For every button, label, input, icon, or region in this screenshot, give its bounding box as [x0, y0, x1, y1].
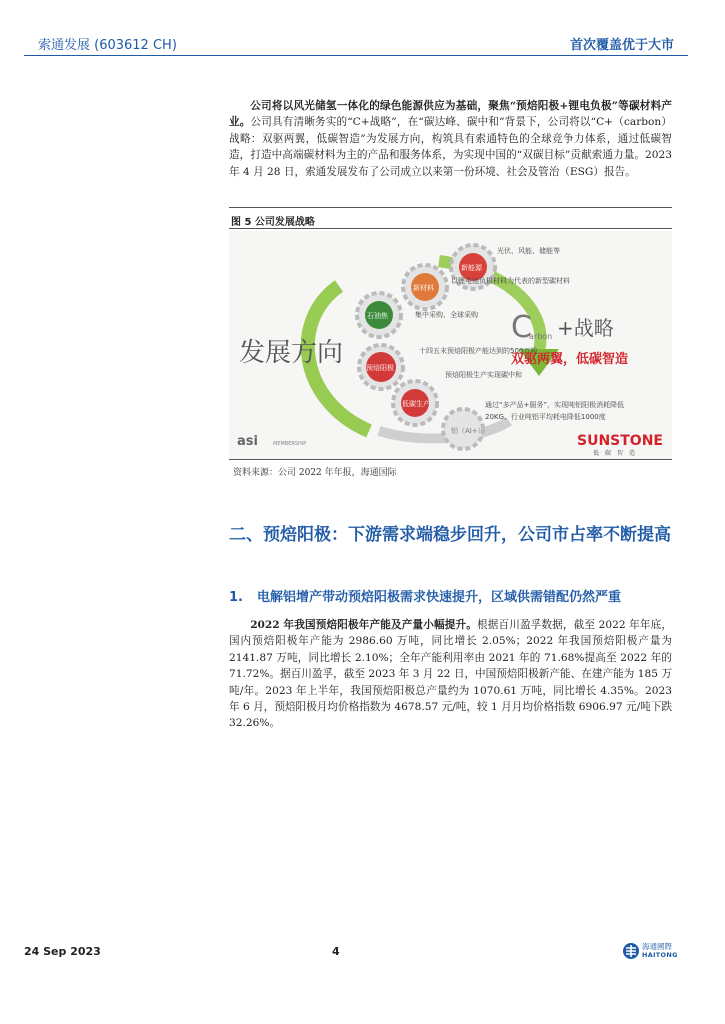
intro-paragraph [229, 98, 672, 180]
brand-sub: 低 碳 智 造 [593, 450, 636, 457]
gear-label: 石油焦 [367, 312, 388, 320]
carbon-c: C [511, 310, 532, 345]
haitong-logo [622, 940, 678, 962]
carbon-sub: arbon [529, 332, 553, 341]
gear-aluminum [443, 409, 485, 449]
gear-desc-aluminum-2: 20KG、行业吨铝平均耗电降低1000度 [485, 413, 606, 421]
figure-image [229, 231, 672, 459]
haitong-logo-icon [622, 942, 640, 960]
intro-lead: 公司将以风光储氢一体化的绿色能源供应为基础，聚焦“预焙阳极+锂电负极”等碳材料产业。 [229, 100, 672, 129]
brand-logo: SUNSTONE [577, 433, 663, 449]
logo-cn-text: 海通國際 [642, 942, 672, 951]
figure-source: 资料来源：公司 2022 年年报，海通国际 [229, 459, 672, 479]
slogan: 双驱两翼，低碳智造 [511, 352, 629, 367]
section-title: 二、预焙阳极：下游需求端稳步回升，公司市占率不断提高 [229, 525, 671, 545]
asi-member: MEMBERSHIP [273, 441, 307, 447]
gear-desc: 光伏、风能、储能等 [497, 247, 560, 255]
figure-strategy [229, 207, 672, 477]
gear-desc: 以锂电池负极材料为代表的新型碳材料 [451, 277, 570, 285]
capacity-body: 根据百川盈孚数据，截至 2022 年年底，国内预焙阳极年产能为 2986.60 万吨，同比增长 2.05%；2022 年我国预焙阳极产量为 2141.87 万吨，同比增长 2.10%；全年产能利用率由 2021 年的 71.68%提高至 2022 年的 71.72%。据百川盈孚，截至 2023 年 3 月 22 日，中国预焙阳极新产能、在建产能为 185 万吨/年。2023 年上半年，我国预焙阳极总产量约为 1070.61 万吨，同比增长 4.35%。2023 年 6 月，预焙阳极月均价格指数为 4678.57 元/吨，较 1 月月均价格指数 6906.97 元/吨下跌 32.26%。 [229, 619, 672, 730]
subsection-title [229, 586, 674, 605]
intro-body: 公司具有清晰务实的“C+战略”，在“碳达峰、碳中和”背景下，公司将以“C+（carbon）战略：双驱两翼，低碳智造”为发展方向，构筑具有索通特色的全球竞争力体系，通过低碳智造，打造中高端碳材料为主的产品和服务体系，为实现中国的“双碳目标”贡献索通力量。2023 年 4 月 28 日，索通发展发布了公司成立以来第一份环境、社会及管治（ESG）报告。 [229, 116, 672, 178]
logo-en-text: HAITONG [642, 951, 678, 959]
asi-logo: asi [237, 434, 258, 449]
gear-label: 铝（AI+） [451, 427, 485, 435]
subsection-number: 1. [229, 590, 243, 605]
gear-label: 新能源 [461, 264, 482, 272]
header-company: 索通发展 (603612 CH) [38, 38, 177, 53]
capacity-lead: 2022 年我国预焙阳极年产能及产量小幅提升。 [250, 619, 477, 631]
gear-desc: 集中采购、全球采购 [415, 311, 478, 319]
header-rating: 首次覆盖优于大市 [569, 38, 674, 53]
gear-label: 新材料 [413, 284, 434, 292]
gear-desc: 预焙阳极生产实现碳中和 [445, 371, 522, 379]
subsection-text: 电解铝增产带动预焙阳极需求快速提升，区域供需错配仍然严重 [257, 590, 622, 605]
gear-label: 低碳生产 [402, 400, 430, 408]
strategy-diagram [229, 231, 672, 459]
strategy-suffix: +战略 [557, 316, 614, 340]
gear-desc-aluminum-1: 通过“多产品+服务”，实现吨铝阳极消耗降低 [485, 401, 625, 409]
direction-text: 发展方向 [239, 338, 344, 368]
figure-title: 图 5 公司发展战略 [229, 207, 672, 229]
footer-date: 24 Sep 2023 [24, 945, 101, 958]
page-header [24, 30, 688, 56]
gear-label: 预焙阳极 [366, 364, 394, 372]
capacity-paragraph [229, 617, 672, 732]
page-number: 4 [332, 945, 340, 958]
gear-desc: 十四五末预焙阳极产能达到的500万吨 [419, 347, 538, 355]
